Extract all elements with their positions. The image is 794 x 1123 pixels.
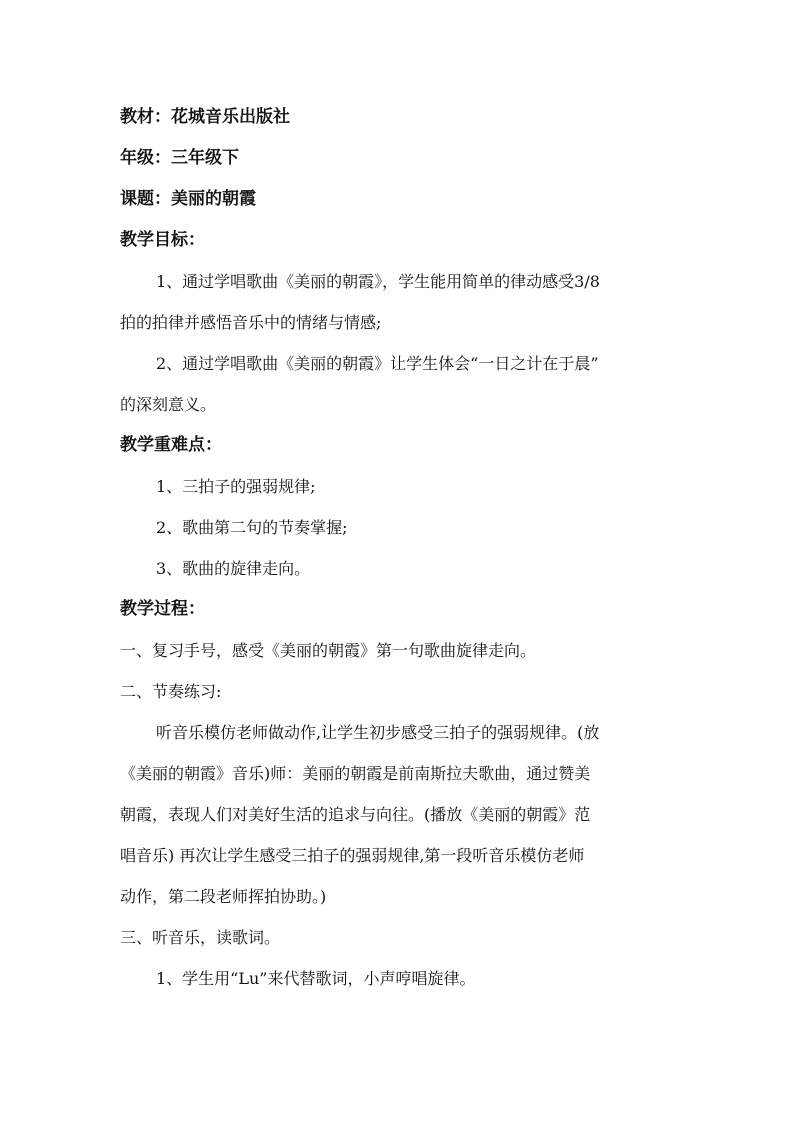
textbook-line: 教材：花城音乐出版社 <box>120 107 290 127</box>
key-point-1: 1、三拍子的强弱规律; <box>156 477 316 496</box>
objective-1-line-1: 1、通过学唱歌曲《美丽的朝霞》，学生能用简单的律动感受3/8 <box>156 272 600 291</box>
process-step-2: 二、节奏练习: <box>120 682 222 701</box>
objective-2-line-2: 的深刻意义。 <box>120 395 217 414</box>
process-step-3: 三、听音乐，读歌词。 <box>120 928 281 947</box>
topic-line: 课题：美丽的朝霞 <box>120 189 256 209</box>
process-step-2-para-line-4: 唱音乐) 再次让学生感受三拍子的强弱规律,第一段听音乐模仿老师 <box>120 846 585 865</box>
grade-line: 年级：三年级下 <box>120 148 239 168</box>
process-step-1: 一、复习手号，感受《美丽的朝霞》第一句歌曲旋律走向。 <box>120 641 537 660</box>
key-point-3: 3、歌曲的旋律走向。 <box>156 559 311 578</box>
process-heading: 教学过程： <box>120 599 205 619</box>
key-points-heading: 教学重难点： <box>120 435 222 455</box>
objective-1-line-2: 拍的拍律并感悟音乐中的情绪与情感; <box>120 313 382 332</box>
lesson-plan-body <box>120 97 680 999</box>
key-point-2: 2、歌曲第二句的节奏掌握; <box>156 518 348 537</box>
process-step-2-para-line-3: 朝霞，表现人们对美好生活的追求与向往。(播放《美丽的朝霞》范 <box>120 805 591 824</box>
objectives-heading: 教学目标： <box>120 230 205 250</box>
process-step-2-para-line-5: 动作，第二段老师挥拍协助。) <box>120 887 327 906</box>
process-step-3-item-1: 1、学生用“Lu”来代替歌词，小声哼唱旋律。 <box>156 969 476 988</box>
objective-2-line-1: 2、通过学唱歌曲《美丽的朝霞》让学生体会“一日之计在于晨” <box>156 354 599 373</box>
process-step-2-para-line-2: 《美丽的朝霞》音乐)师：美丽的朝霞是前南斯拉夫歌曲，通过赞美 <box>120 764 591 783</box>
process-step-2-para-line-1: 听音乐模仿老师做动作,让学生初步感受三拍子的强弱规律。(放 <box>156 723 600 742</box>
